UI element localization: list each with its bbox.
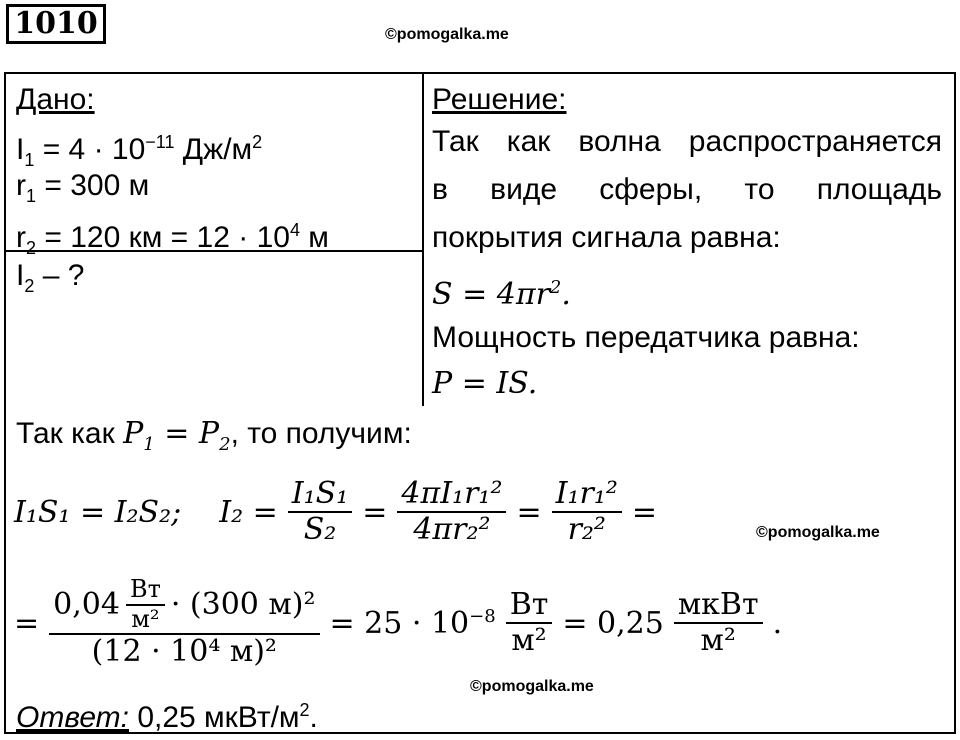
derivation-intro: Так как $P_1 = P_2$, то получим: <box>16 416 412 455</box>
equation-row-2: = 0,04 $\frac{Вт}{\text{м²}}$ · (300 м)² (12 · 10⁴ м)² = $25 \cdot 10^{-8}$ $\frac{Вт}{\text{м²}}$ = 0,25 $\frac{\text{мкВт}}{\text{м²}}$ . <box>14 575 783 670</box>
formula-area: $S = 4\pi r^2$. <box>432 277 571 312</box>
solution-text-3: покрытия сигнала равна: <box>432 221 781 254</box>
given-line-2: $r_1 = 300$ м <box>16 169 150 206</box>
given-heading: Дано: <box>16 83 95 116</box>
watermark-bottom: ©pomogalka.me <box>470 678 594 695</box>
watermark-middle: ©pomogalka.me <box>756 524 880 541</box>
watermark-top: ©pomogalka.me <box>385 26 509 43</box>
solution-heading: Решение: <box>432 83 567 116</box>
given-line-3: $r_2 = 120$ км = $12 \cdot 10^4$ м <box>16 220 329 258</box>
solution-text-4: Мощность передатчика равна: <box>432 321 860 354</box>
equation-row-1: I₁S₁ = I₂S₂; I₂ = $\frac{\text{I₁S₁}}{\text{S₂}}$ = $\frac{\text{4πI₁r₁²}}{\text{4πr₂²}}$ = $\frac{\text{I₁r₁²}}{\text{r₂²}}$ = <box>14 475 658 547</box>
find-line: $I_2$ – ? <box>16 259 85 296</box>
solution-text-1: Так как волна распространяется <box>432 125 942 158</box>
column-divider <box>422 72 424 406</box>
solution-text-2: в виде сферы, то площадь <box>432 173 942 206</box>
formula-power: P = IS. <box>432 366 538 401</box>
task-number: 1010 <box>6 4 106 44</box>
answer-line: Ответ: 0,25 мкВт/$м^2$. <box>16 700 318 734</box>
given-line-1: $I_1 = 4 \cdot 10^{-11}$ $Дж/м^2$ <box>16 132 263 170</box>
